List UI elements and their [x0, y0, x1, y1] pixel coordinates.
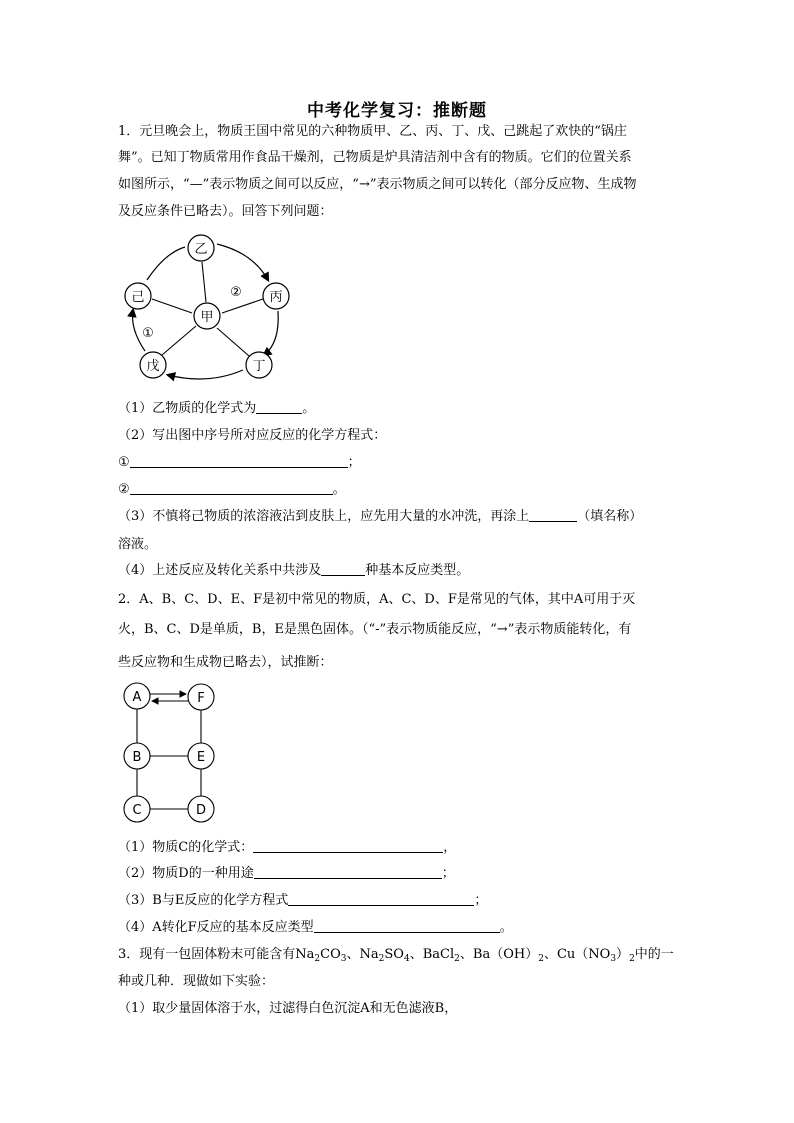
- reaction-label-2: ②: [230, 285, 242, 300]
- q2-answer-blank-4[interactable]: [314, 918, 500, 933]
- node-wu: [140, 352, 166, 378]
- node-yi: [188, 235, 214, 261]
- q1-eq2-end: 。: [332, 482, 346, 497]
- q3-intro-end: 中的一: [634, 947, 674, 962]
- formula-na2so4: $Na_2SO_4$: [359, 947, 410, 964]
- node-a: [124, 683, 150, 709]
- q1-text-line-1: 1．元旦晚会上，物质王国中常见的六种物质甲、乙、丙、丁、戊、己跳起了欢快的“锅庄: [118, 124, 627, 139]
- q2-sub-1-text: （1）物质C的化学式：: [118, 840, 254, 855]
- q1-eq1-end: ；: [347, 455, 361, 470]
- q1-sub-2-eq1: [118, 453, 684, 473]
- q2-sub-3-end: ；: [474, 893, 488, 908]
- q2-sub-4: [118, 918, 684, 938]
- q3-text-line-2: 种或几种．现做如下实验：: [118, 974, 275, 989]
- q1-sub-3-text: （3）不慎将己物质的浓溶液沾到皮肤上，应先用大量的水冲洗，再涂上: [118, 509, 530, 524]
- q1-sub-1-end: 。: [302, 401, 316, 416]
- q1-pentagon-diagram: [118, 225, 298, 390]
- q1-answer-blank-4[interactable]: [321, 561, 365, 576]
- spoke-jia-bing: [222, 299, 263, 313]
- node-bing: [263, 283, 289, 309]
- node-f: [188, 684, 214, 710]
- q1-sub-3-cont: 溶液。: [118, 537, 158, 552]
- node-d: [188, 796, 214, 822]
- q3-intro: 3．现有一包固体粉末可能含有: [118, 947, 296, 962]
- q1-sub-4-end: 种基本反应类型。: [365, 563, 470, 578]
- q1-equation-blank-2[interactable]: [130, 480, 333, 495]
- node-ji: [125, 283, 151, 309]
- q2-text-line-2: 火，B、C、D是单质，B，E是黑色固体。（“-”表示物质能反应，“→”表示物质能转化，有: [118, 622, 632, 637]
- page-title: 中考化学复习：推断题: [307, 101, 487, 121]
- node-jia-label: 甲: [200, 310, 214, 325]
- q1-text-line-3: 如图所示，“—”表示物质之间可以反应，“→”表示物质之间可以转化（部分反应物、生成物: [118, 177, 637, 192]
- formula-na2co3: $Na_2CO_3$: [295, 947, 347, 964]
- arc-bing-ding: [264, 311, 278, 355]
- node-wu-label: 戊: [146, 359, 160, 374]
- node-b-label: B: [132, 750, 142, 765]
- q2-text-line-3: 些反应物和生成物已略去），试推断：: [118, 655, 333, 670]
- q1-answer-blank-1[interactable]: [256, 399, 302, 414]
- q1-sub-4: [118, 561, 684, 581]
- q1-sub-3-hint: （填名称）: [577, 509, 643, 524]
- arc-yi-bing: [217, 244, 268, 280]
- q1-eq2-marker: ②: [118, 482, 130, 497]
- node-ding: [246, 352, 272, 378]
- q1-sub-1-text: （1）乙物质的化学式为: [118, 401, 257, 416]
- formula-bacl2: BaCl$_2$: [422, 947, 460, 964]
- q1-answer-blank-3[interactable]: [529, 507, 577, 522]
- arc-ding-wu: [168, 370, 243, 379]
- q1-equation-blank-1[interactable]: [130, 453, 348, 468]
- formula-cuno32: $Cu(NO_3)_2$: [556, 947, 635, 964]
- q2-sub-4-text: （4）A转化F反应的基本反应类型: [118, 920, 314, 935]
- node-ding-label: 丁: [252, 359, 266, 374]
- q1-sub-3: [118, 507, 684, 527]
- q2-text-line-1: 2．A、B、C、D、E、F是初中常见的物质，A、C、D、F是常见的气体，其中A可用于灭: [118, 592, 636, 607]
- q2-sub-2-text: （2）物质D的一种用途: [118, 866, 254, 881]
- q1-sub-4-text: （4）上述反应及转化关系中共涉及: [118, 563, 322, 578]
- q2-sub-1-end: ，: [443, 840, 457, 855]
- q2-answer-blank-3[interactable]: [288, 891, 474, 906]
- q1-text-line-2: 舞”。已知丁物质常用作食品干燥剂，己物质是炉具清洁剂中含有的物质。它们的位置关系: [118, 150, 632, 165]
- q3-text-line-1: 3．现有一包固体粉末可能含有$Na_2CO_3$、$Na_2SO_4$、BaCl$_2$、$Ba(OH)_2$、$Cu(NO_3)_2$中的一: [118, 947, 674, 964]
- node-d-label: D: [195, 803, 207, 818]
- node-f-label: F: [197, 691, 205, 706]
- q3-sub-1: （1）取少量固体溶于水，过滤得白色沉淀A和无色滤液B，: [118, 1001, 458, 1016]
- q2-sub-2-end: ；: [441, 866, 455, 881]
- node-bing-label: 丙: [269, 290, 283, 305]
- q2-sub-2: [118, 864, 684, 884]
- node-e: [188, 743, 214, 769]
- node-e-label: E: [196, 750, 206, 765]
- node-a-label: A: [132, 690, 142, 705]
- spoke-jia-wu: [162, 326, 196, 355]
- node-b: [124, 743, 150, 769]
- q2-answer-blank-2[interactable]: [254, 864, 442, 879]
- q1-text-line-4: 及反应条件已略去）。回答下列问题：: [118, 204, 333, 219]
- node-yi-label: 乙: [194, 242, 208, 257]
- q1-sub-2-eq2: [118, 480, 684, 500]
- arc-ji-yi: [147, 247, 185, 280]
- q2-sub-1: [118, 838, 684, 858]
- q2-sub-3-text: （3）B与E反应的化学方程式: [118, 893, 289, 908]
- q1-eq1-marker: ①: [118, 455, 130, 470]
- q1-sub-2: （2）写出图中序号所对应反应的化学方程式：: [118, 428, 387, 443]
- spoke-jia-ding: [217, 328, 249, 356]
- spoke-jia-ji: [152, 299, 192, 313]
- q1-sub-1: [118, 399, 684, 419]
- node-c: [124, 796, 150, 822]
- q2-sub-3: [118, 891, 684, 911]
- node-c-label: C: [132, 803, 142, 818]
- node-ji-label: 己: [131, 290, 145, 305]
- spoke-jia-yi: [202, 262, 206, 302]
- formula-baoh2: $Ba(OH)_2$: [472, 947, 544, 964]
- q2-sub-4-end: 。: [499, 920, 513, 935]
- q2-answer-blank-1[interactable]: [253, 838, 443, 853]
- q2-rectangle-diagram: [118, 680, 228, 828]
- reaction-label-1: ①: [142, 326, 154, 341]
- node-jia: [194, 303, 220, 329]
